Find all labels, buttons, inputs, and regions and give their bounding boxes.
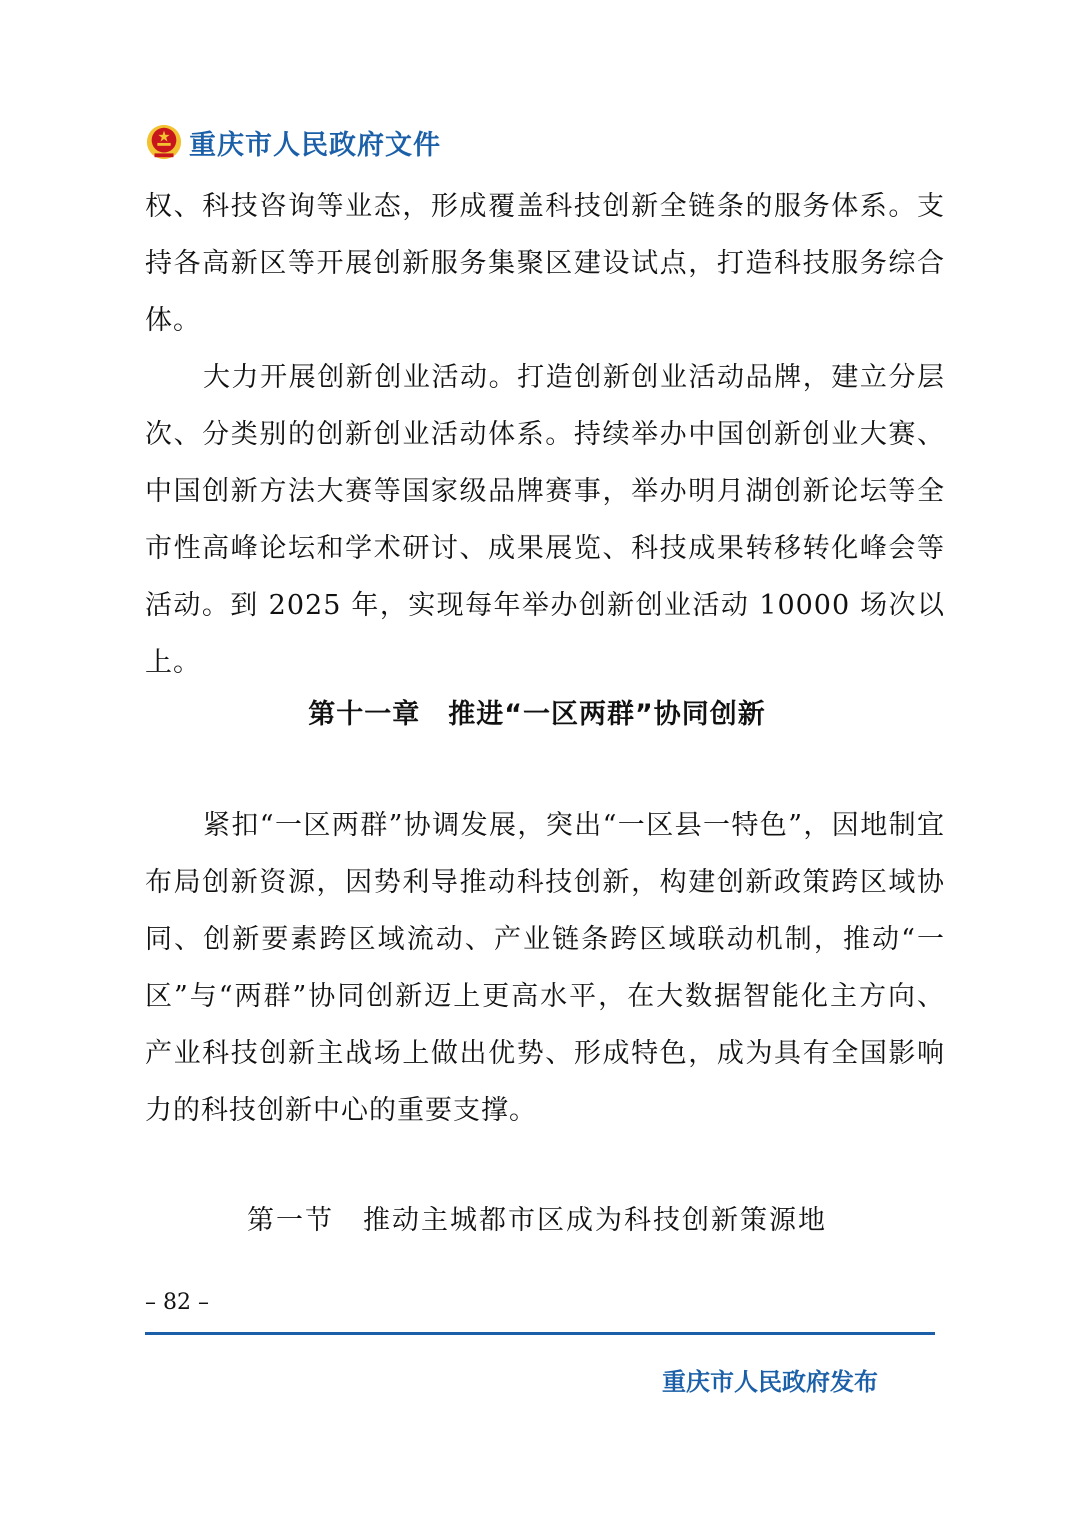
paragraph-coordinated-innovation: 紧扣“一区两群”协调发展，突出“一区县一特色”，因地制宜布局创新资源，因势利导推动科技创新，构建创新政策跨区域协同、创新要素跨区域流动、产业链条跨区域联动机制，推动“一区”与“两群”协同创新迈上更高水平，在大数据智能化主方向、产业科技创新主战场上做出优势、形成特色，成为具有全国影响力的科技创新中心的重要支撑。 <box>145 810 945 1126</box>
section-heading: 第一节 推动主城都市区成为科技创新策源地 <box>247 1205 827 1236</box>
national-emblem-icon <box>145 123 183 161</box>
document-header <box>145 120 441 164</box>
header-title: 重庆市人民政府文件 <box>189 129 441 161</box>
footer-divider <box>145 1332 935 1335</box>
body-top <box>145 178 945 691</box>
chapter-heading: 第十一章 推进“一区两群”协同创新 <box>308 699 766 730</box>
body-bottom <box>145 797 945 1139</box>
paragraph-continuation: 权、科技咨询等业态，形成覆盖科技创新全链条的服务体系。支持各高新区等开展创新服务集聚区建设试点，打造科技服务综合体。 <box>145 191 945 336</box>
page-number: – 82 – <box>145 1290 209 1315</box>
paragraph-innovation-activities: 大力开展创新创业活动。打造创新创业活动品牌，建立分层次、分类别的创新创业活动体系。持续举办中国创新创业大赛、中国创新方法大赛等国家级品牌赛事，举办明月湖创新论坛等全市性高峰论坛和学术研讨、成果展览、科技成果转移转化峰会等活动。到 2025 年，实现每年举办创新创业活动 10000 场次以上。 <box>145 362 945 678</box>
footer-publisher: 重庆市人民政府发布 <box>662 1368 878 1396</box>
